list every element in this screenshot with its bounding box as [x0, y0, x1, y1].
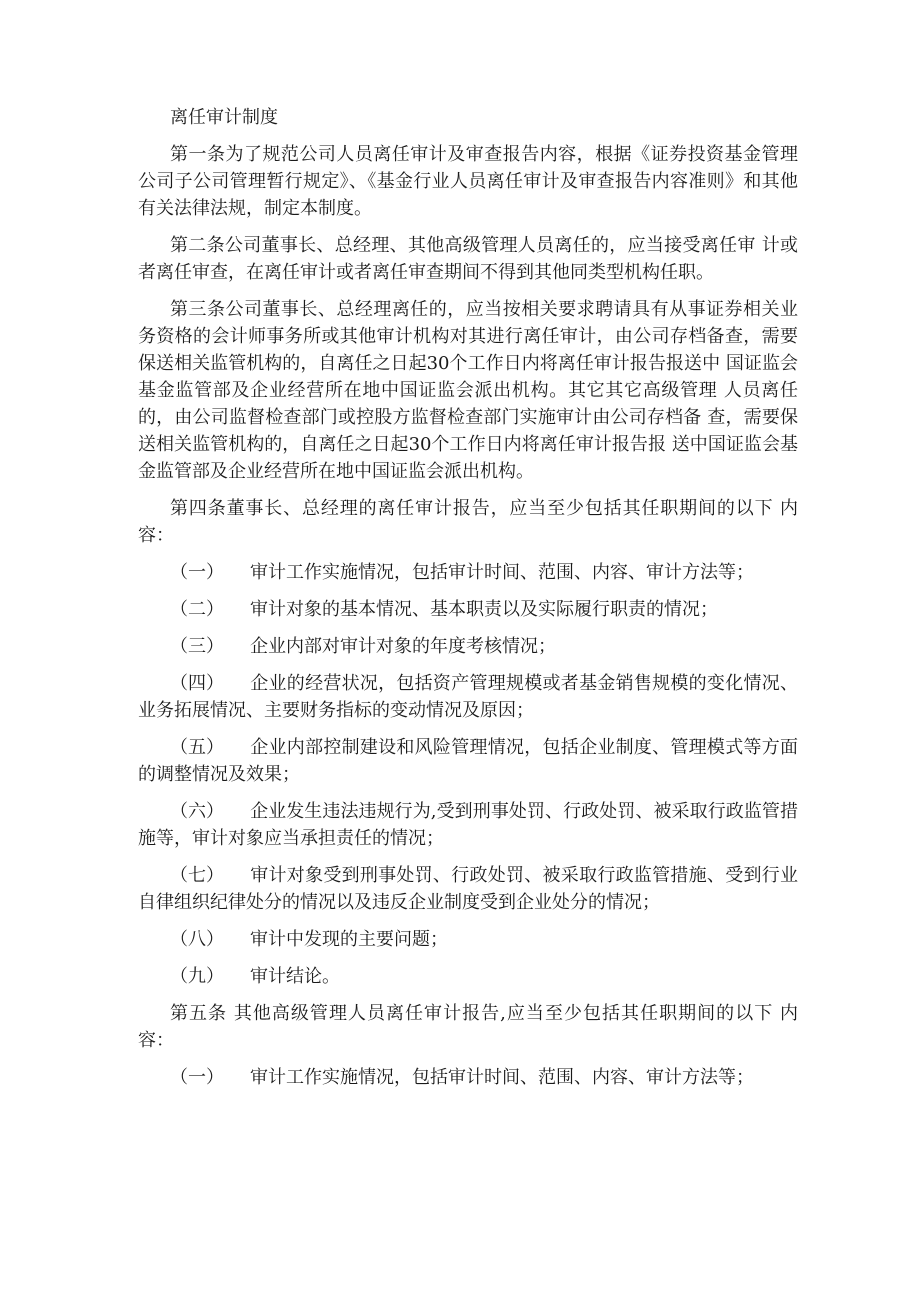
- item-text: 企业发生违法违规行为,受到刑事处罚、行政处罚、被采取行政监管措 施等，审计对象应当承担责任的情况；: [138, 801, 798, 849]
- article-4-item: [138, 926, 798, 953]
- article-4-item: [138, 798, 798, 852]
- item-text: 审计结论。: [250, 966, 340, 987]
- article-4-item: [138, 633, 798, 660]
- item-number: （一）: [170, 1067, 224, 1088]
- article-5: 第五条 其他高级管理人员离任审计报告,应当至少包括其任职期间的以下 内容：: [138, 1003, 798, 1051]
- article-4: 第四条董事长、总经理的离任审计报告，应当至少包括其任职期间的以下 内容：: [138, 498, 798, 546]
- item-number: （九）: [170, 966, 224, 987]
- article-4-item: [138, 734, 798, 788]
- article-4-item: [138, 559, 798, 586]
- article-4-item: [138, 596, 798, 623]
- item-number: （七）: [170, 865, 224, 886]
- item-text: 企业内部控制建设和风险管理情况，包括企业制度、管理模式等方面 的调整情况及效果；: [138, 737, 798, 785]
- item-text: 审计工作实施情况，包括审计时间、范围、内容、审计方法等；: [250, 1067, 754, 1088]
- document-page: [138, 104, 798, 1101]
- item-text: 审计对象受到刑事处罚、行政处罚、被采取行政监管措施、受到行业 自律组织纪律处分的情况以及违反企业制度受到企业处分的情况；: [138, 865, 798, 913]
- article-2: 第二条公司董事长、总经理、其他高级管理人员离任的，应当接受离任审 计或者离任审查，在离任审计或者离任审查期间不得到其他同类型机构任职。: [138, 235, 798, 283]
- item-number: （二）: [170, 599, 224, 620]
- item-number: （四）: [170, 673, 224, 694]
- item-text: 审计中发现的主要问题；: [250, 929, 448, 950]
- item-number: （八）: [170, 929, 224, 950]
- article-3: 第三条公司董事长、总经理离任的，应当按相关要求聘请具有从事证券相关业务资格的会计师事务所或其他审计机构对其进行离任审计，由公司存档备查，需要保送相关监管机构的，自离任之日起30个工作日内将离任审计报告报送中 国证监会基金监管部及企业经营所在地中国证监会派出机构。其它其它高级管理 人员离任的，由公司监督检查部门或控股方监督检查部门实施审计由公司存档备 查，需要保送相关监管机构的，自离任之日起30个工作日内将离任审计报告报 送中国证监会基金监管部及企业经营所在地中国证监会派出机构。: [138, 299, 798, 482]
- article-1: 第一条为了规范公司人员离任审计及审查报告内容，根据《证券投资基金管理公司子公司管理暂行规定》、《基金行业人员离任审计及审查报告内容准则》和其他有关法律法规，制定本制度。: [138, 144, 798, 219]
- document-title: 离任审计制度: [170, 107, 278, 128]
- item-text: 企业内部对审计对象的年度考核情况；: [250, 636, 556, 657]
- item-number: （六）: [170, 801, 224, 822]
- item-number: （一）: [170, 562, 224, 583]
- item-number: （三）: [170, 636, 224, 657]
- article-4-item: [138, 862, 798, 916]
- article-4-item: [138, 670, 798, 724]
- item-text: 审计对象的基本情况、基本职责以及实际履行职责的情况；: [250, 599, 718, 620]
- item-text: 企业的经营状况，包括资产管理规模或者基金销售规模的变化情况、业务拓展情况、主要财务指标的变动情况及原因；: [138, 673, 798, 721]
- article-4-item: [138, 963, 798, 990]
- item-number: （五）: [170, 737, 224, 758]
- item-text: 审计工作实施情况，包括审计时间、范围、内容、审计方法等；: [250, 562, 754, 583]
- article-5-item: [138, 1064, 798, 1091]
